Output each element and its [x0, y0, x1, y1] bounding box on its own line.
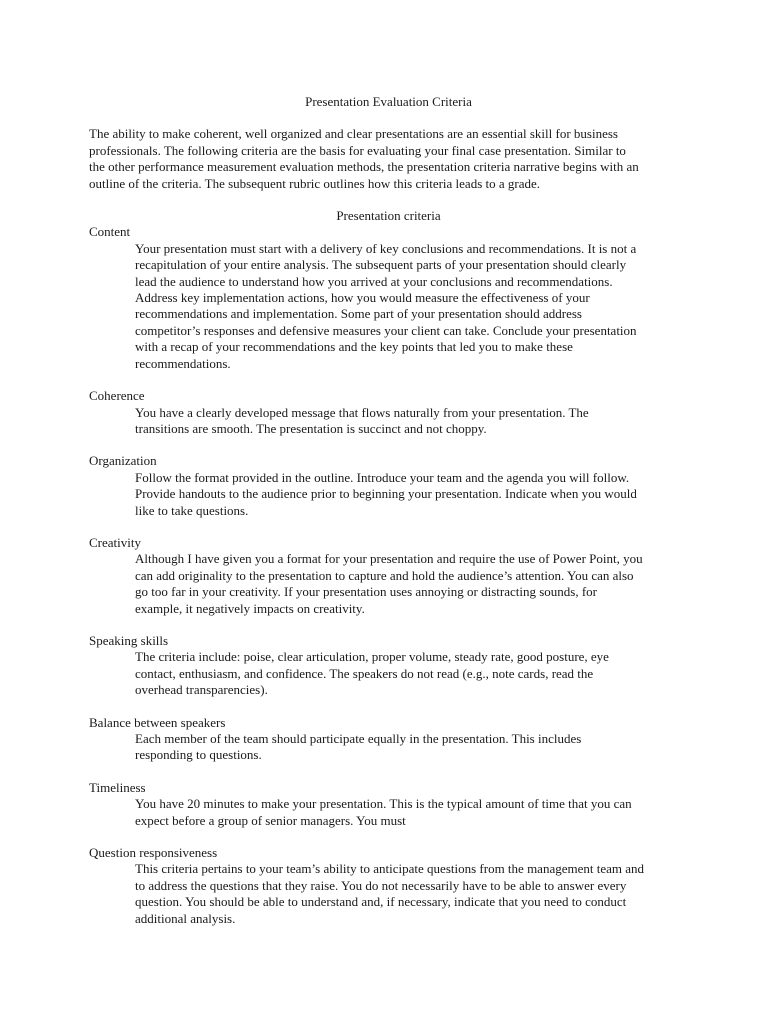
- section-heading: Presentation criteria: [336, 208, 441, 224]
- criterion-text: You have a clearly developed message that flows naturally from your presentation. The transitions are smooth. The presentation is succinct and not choppy.: [135, 404, 589, 436]
- criterion-question-responsiveness: [89, 845, 688, 927]
- criteria-list: [89, 224, 688, 927]
- criterion-text: Although I have given you a format for your presentation and require the use of Power Point, you can add originality to the presentation to capture and hold the audience’s attention. You can also go too far in your creativity. If your presentation uses annoying or distracting sounds, for example, it negatively impacts on creativity.: [135, 551, 643, 616]
- criterion-label: Organization: [89, 453, 157, 469]
- criterion-text: Your presentation must start with a delivery of key conclusions and recommendations. It is not a recapitulation of your entire analysis. The subsequent parts of your presentation should clearly lead the audience to understand how you arrived at your conclusions and recommendations. Address key implementation actions, how you would measure the effectiveness of your recommendations and implementation. Some part of your presentation should address competitor’s responses and defensive measures your client can take. Conclude your presentation with a recap of your recommendations and the key points that led you to make these recommendations.: [135, 240, 637, 371]
- criterion-timeliness: [89, 780, 688, 829]
- criterion-label: Content: [89, 224, 131, 240]
- criterion-text: Follow the format provided in the outline. Introduce your team and the agenda you will follow. Provide handouts to the audience prior to beginning your presentation. Indicate when you would like to take questions.: [135, 469, 637, 518]
- criterion-text: This criteria pertains to your team’s ability to anticipate questions from the management team and to address the questions that they raise. You do not necessarily have to be able to answer every question. You should be able to understand and, if necessary, indicate that you need to conduct additional analysis.: [135, 861, 645, 926]
- criterion-organization: [89, 453, 688, 519]
- criterion-label: Speaking skills: [89, 632, 169, 648]
- criterion-label: Balance between speakers: [89, 714, 226, 730]
- criterion-balance-between-speakers: [89, 715, 688, 764]
- criterion-text: You have 20 minutes to make your presentation. This is the typical amount of time that you can expect before a group of senior managers. You must: [135, 796, 632, 828]
- criterion-label: Creativity: [89, 534, 141, 550]
- document-title: Presentation Evaluation Criteria: [305, 94, 472, 109]
- criterion-label: Question responsiveness: [89, 845, 218, 861]
- intro-paragraph: The ability to make coherent, well organized and clear presentations are an essential skill for business professionals. The following criteria are the basis for evaluating your final case presentation. Similar to the other performance measurement evaluation methods, the presentation criteria narrative begins with an outline of the criteria. The subsequent rubric outlines how this criteria leads to a grade.: [89, 126, 639, 191]
- criterion-content: [89, 224, 688, 372]
- criterion-text: The criteria include: poise, clear articulation, proper volume, steady rate, good posture, eye contact, enthusiasm, and confidence. The speakers do not read (e.g., note cards, read the overhead transparencies).: [135, 649, 609, 698]
- criterion-speaking-skills: [89, 633, 688, 699]
- criterion-label: Coherence: [89, 388, 145, 404]
- criterion-text: Each member of the team should participate equally in the presentation. This includes responding to questions.: [135, 731, 582, 763]
- criterion-label: Timeliness: [89, 779, 146, 795]
- criterion-creativity: [89, 535, 688, 617]
- criterion-coherence: [89, 388, 688, 437]
